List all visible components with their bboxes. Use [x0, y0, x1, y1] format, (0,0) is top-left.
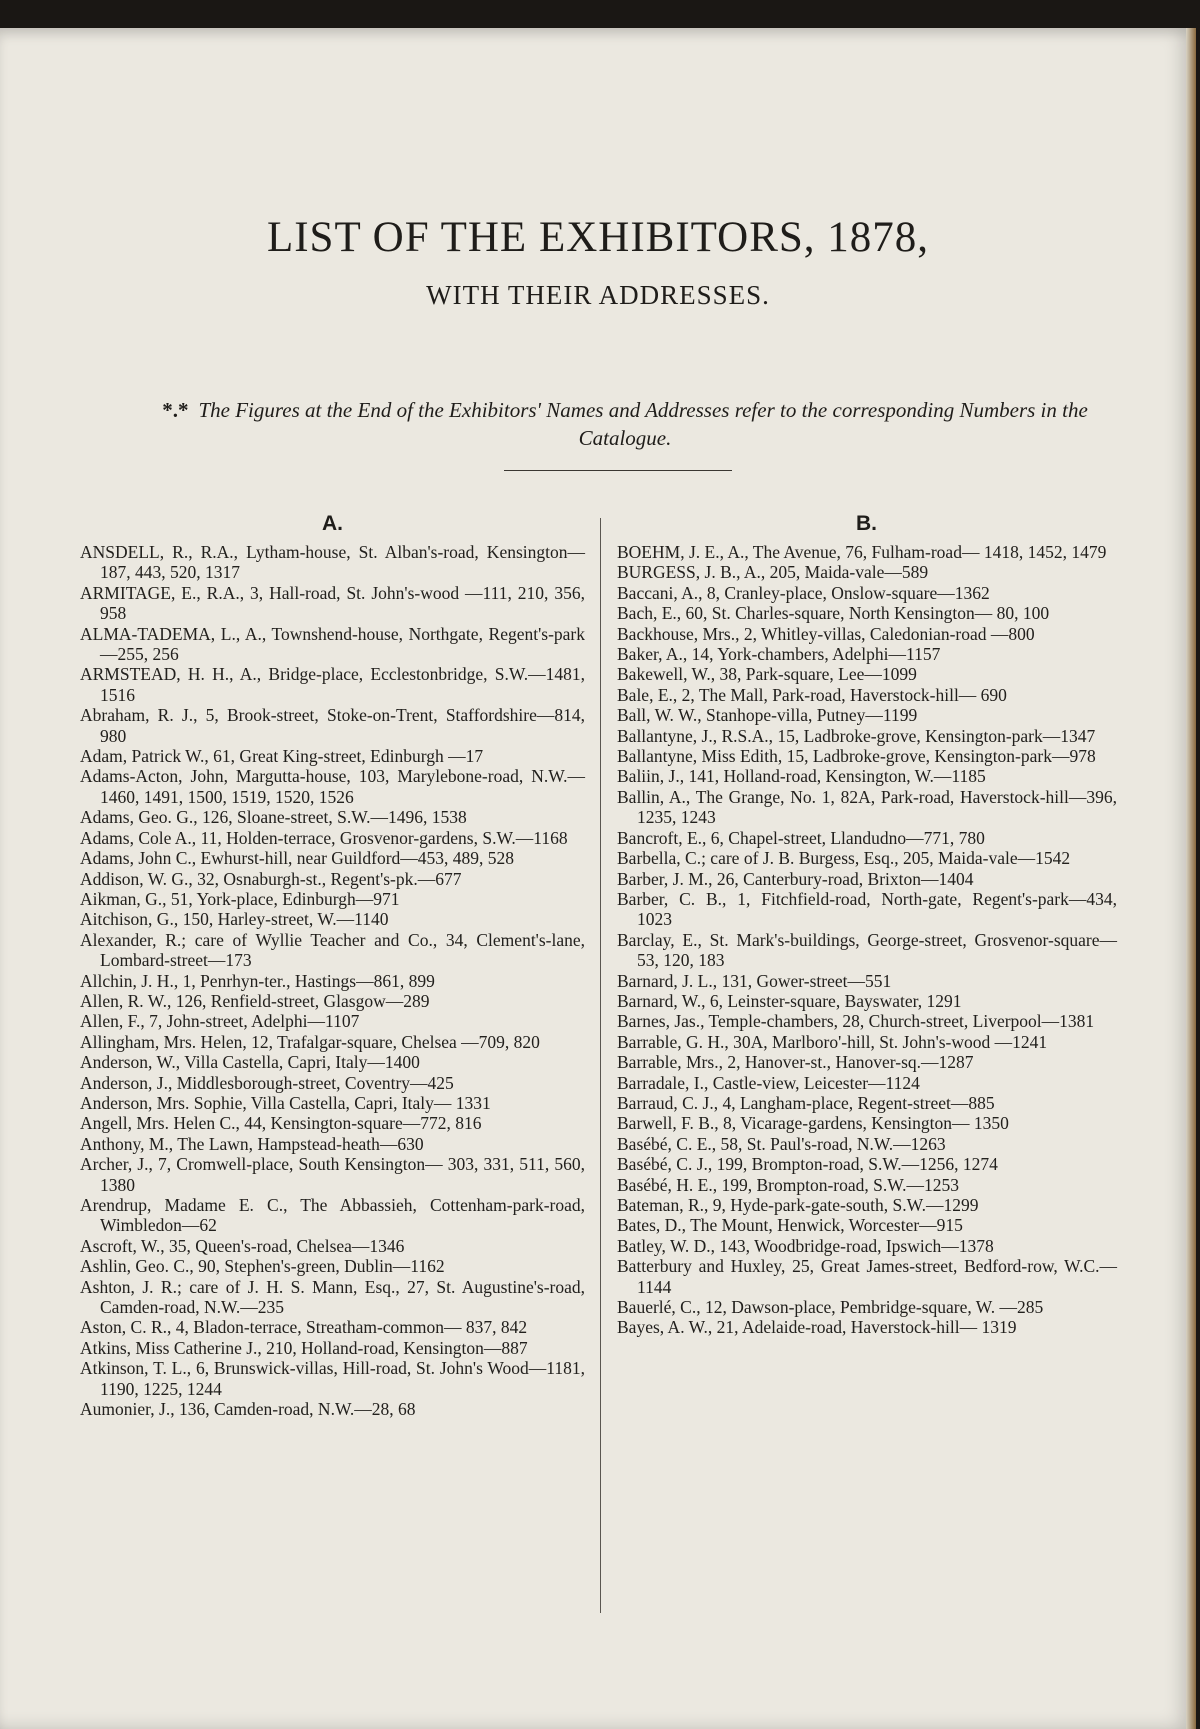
column-b — [617, 542, 1117, 1338]
exhibitor-entry: Aumonier, J., 136, Camden-road, N.W.—28, 68 — [80, 1399, 416, 1420]
exhibitor-entry: Adams, John C., Ewhurst-hill, near Guildford—453, 489, 528 — [80, 848, 515, 869]
column-a — [80, 542, 585, 1419]
exhibitor-entry: Adams, Cole A., 11, Holden-terrace, Grosvenor-gardens, S.W.—1168 — [80, 827, 568, 848]
column-heading-a: A. — [322, 512, 343, 535]
exhibitor-entry: ARMITAGE, E., R.A., 3, Hall-road, St. John's-wood —111, 210, 356, 958 — [80, 582, 585, 624]
exhibitor-entry: Bateman, R., 9, Hyde-park-gate-south, S.W.—1299 — [617, 1195, 979, 1215]
exhibitor-entry: Alexander, R.; care of Wyllie Teacher and Co., 34, Clement's-lane, Lombard-street—173 — [80, 929, 585, 971]
exhibitor-entry: Addison, W. G., 32, Osnaburgh-st., Regent's-pk.—677 — [80, 868, 462, 889]
exhibitor-entry: ANSDELL, R., R.A., Lytham-house, St. Alban's-road, Kensington—187, 443, 520, 1317 — [80, 542, 585, 583]
exhibitor-entry: Allingham, Mrs. Helen, 12, Trafalgar-square, Chelsea —709, 820 — [80, 1031, 540, 1052]
exhibitor-entry: Abraham, R. J., 5, Brook-street, Stoke-on-Trent, Staffordshire—814, 980 — [80, 705, 585, 746]
exhibitor-entry: Bauerlé, C., 12, Dawson-place, Pembridge-square, W. —285 — [617, 1297, 1044, 1318]
exhibitor-entry: Ashton, J. R.; care of J. H. S. Mann, Esq., 27, St. Augustine's-road, Camden-road, N.W.—235 — [80, 1276, 585, 1318]
exhibitor-entry: Ashlin, Geo. C., 90, Stephen's-green, Dublin—1162 — [80, 1256, 445, 1277]
exhibitor-entry: Barbella, C.; care of J. B. Burgess, Esq., 205, Maida-vale—1542 — [617, 848, 1071, 869]
exhibitor-entry: Atkinson, T. L., 6, Brunswick-villas, Hill-road, St. John's Wood—1181, 1190, 1225, 1244 — [80, 1358, 585, 1399]
column-divider — [600, 518, 601, 1613]
exhibitor-entry: Barnes, Jas., Temple-chambers, 28, Church-street, Liverpool—1381 — [617, 1011, 1095, 1032]
exhibitor-entry: Barclay, E., St. Mark's-buildings, George-street, Grosvenor-square—53, 120, 183 — [617, 929, 1117, 971]
exhibitor-entry: Aston, C. R., 4, Bladon-terrace, Streatham-common— 837, 842 — [80, 1317, 528, 1338]
column-heading-b: B. — [856, 512, 877, 535]
exhibitor-entry: Barrable, G. H., 30A, Marlboro'-hill, St. John's-wood —1241 — [617, 1031, 1048, 1052]
exhibitor-entry: Allchin, J. H., 1, Penrhyn-ter., Hastings—861, 899 — [80, 970, 435, 991]
exhibitor-entry: Barraud, C. J., 4, Langham-place, Regent-street—885 — [617, 1092, 995, 1113]
exhibitor-entry: Batterbury and Huxley, 25, Great James-street, Bedford-row, W.C.—1144 — [617, 1256, 1117, 1297]
catalogue-note — [120, 396, 1130, 452]
exhibitor-entry: Atkins, Miss Catherine J., 210, Holland-road, Kensington—887 — [80, 1337, 528, 1358]
exhibitor-entry: Bates, D., The Mount, Henwick, Worcester—915 — [617, 1215, 963, 1236]
exhibitor-entry: Barnard, W., 6, Leinster-square, Bayswater, 1291 — [617, 990, 962, 1011]
exhibitor-entry: Barwell, F. B., 8, Vicarage-gardens, Kensington— 1350 — [617, 1113, 1009, 1134]
exhibitor-entry: Anderson, W., Villa Castella, Capri, Italy—1400 — [80, 1052, 420, 1073]
exhibitor-entry: Baker, A., 14, York-chambers, Adelphi—1157 — [617, 644, 941, 665]
exhibitor-entry: Adam, Patrick W., 61, Great King-street, Edinburgh —17 — [80, 746, 484, 767]
exhibitor-entry: Barrable, Mrs., 2, Hanover-st., Hanover-sq.—1287 — [617, 1052, 974, 1073]
asterism-icon: *.* — [162, 398, 189, 422]
exhibitor-entry: Basébé, C. J., 199, Brompton-road, S.W.—1256, 1274 — [617, 1154, 998, 1175]
note-text: The Figures at the End of the Exhibitors' Names and Addresses refer to the corresponding Numbers in the Catalogue. — [198, 398, 1088, 450]
exhibitor-entry: Arendrup, Madame E. C., The Abbassieh, Cottenham-park-road, Wimbledon—62 — [80, 1195, 585, 1236]
exhibitor-entry: Archer, J., 7, Cromwell-place, South Kensington— 303, 331, 511, 560, 1380 — [80, 1154, 585, 1195]
exhibitor-entry: Anderson, Mrs. Sophie, Villa Castella, Capri, Italy— 1331 — [80, 1092, 491, 1113]
exhibitor-entry: Bayes, A. W., 21, Adelaide-road, Haverstock-hill— 1319 — [617, 1317, 1017, 1338]
exhibitor-entry: Baliin, J., 141, Holland-road, Kensington, W.—1185 — [617, 766, 986, 787]
exhibitor-entry: Barber, C. B., 1, Fitchfield-road, North-gate, Regent's-park—434, 1023 — [617, 888, 1117, 930]
exhibitor-entry: Aitchison, G., 150, Harley-street, W.—1140 — [80, 909, 389, 930]
exhibitor-entry: Allen, F., 7, John-street, Adelphi—1107 — [80, 1011, 360, 1032]
exhibitor-entry: Bale, E., 2, The Mall, Park-road, Haverstock-hill— 690 — [617, 684, 1007, 705]
exhibitor-entry: Basébé, C. E., 58, St. Paul's-road, N.W.—1263 — [617, 1133, 946, 1154]
exhibitor-entry: Basébé, H. E., 199, Brompton-road, S.W.—1253 — [617, 1174, 960, 1195]
exhibitor-entry: ARMSTEAD, H. H., A., Bridge-place, Ecclestonbridge, S.W.—1481, 1516 — [80, 664, 585, 705]
exhibitor-entry: Bancroft, E., 6, Chapel-street, Llandudno—771, 780 — [617, 827, 985, 848]
exhibitor-entry: BURGESS, J. B., A., 205, Maida-vale—589 — [617, 562, 929, 583]
exhibitor-entry: Anderson, J., Middlesborough-street, Coventry—425 — [80, 1072, 454, 1093]
exhibitor-entry: Ascroft, W., 35, Queen's-road, Chelsea—1346 — [80, 1235, 405, 1256]
exhibitor-entry: Barber, J. M., 26, Canterbury-road, Brixton—1404 — [617, 868, 974, 889]
exhibitor-entry: Bakewell, W., 38, Park-square, Lee—1099 — [617, 664, 917, 685]
exhibitor-entry: Anthony, M., The Lawn, Hampstead-heath—630 — [80, 1133, 424, 1154]
exhibitor-entry: ALMA-TADEMA, L., A., Townshend-house, Northgate, Regent's-park—255, 256 — [80, 623, 585, 665]
exhibitor-entry: BOEHM, J. E., A., The Avenue, 76, Fulham-road— 1418, 1452, 1479 — [617, 542, 1107, 562]
exhibitor-entry: Bach, E., 60, St. Charles-square, North Kensington— 80, 100 — [617, 603, 1050, 624]
exhibitor-entry: Adams, Geo. G., 126, Sloane-street, S.W.—1496, 1538 — [80, 807, 467, 828]
exhibitor-entry: Ballantyne, Miss Edith, 15, Ladbroke-grove, Kensington-park—978 — [617, 746, 1096, 767]
exhibitor-entry: Ball, W. W., Stanhope-villa, Putney—1199 — [617, 705, 918, 726]
exhibitor-entry: Adams-Acton, John, Margutta-house, 103, Marylebone-road, N.W.—1460, 1491, 1500, 1519, 1520, 1526 — [80, 766, 585, 807]
exhibitor-entry: Ballantyne, J., R.S.A., 15, Ladbroke-grove, Kensington-park—1347 — [617, 725, 1096, 746]
exhibitor-entry: Ballin, A., The Grange, No. 1, 82A, Park-road, Haverstock-hill—396, 1235, 1243 — [617, 786, 1117, 828]
exhibitor-entry: Angell, Mrs. Helen C., 44, Kensington-square—772, 816 — [80, 1113, 482, 1134]
note-divider — [504, 470, 732, 471]
exhibitor-entry: Aikman, G., 51, York-place, Edinburgh—971 — [80, 888, 400, 909]
exhibitor-entry: Baccani, A., 8, Cranley-place, Onslow-square—1362 — [617, 582, 990, 603]
catalogue-page — [0, 28, 1196, 1729]
exhibitor-entry: Barnard, J. L., 131, Gower-street—551 — [617, 970, 892, 991]
exhibitor-entry: Batley, W. D., 143, Woodbridge-road, Ipswich—1378 — [617, 1235, 994, 1256]
page-subtitle: WITH THEIR ADDRESSES. — [426, 280, 770, 310]
exhibitor-entry: Backhouse, Mrs., 2, Whitley-villas, Caledonian-road —800 — [617, 623, 1035, 644]
exhibitor-entry: Barradale, I., Castle-view, Leicester—1124 — [617, 1072, 920, 1093]
page-title: LIST OF THE EXHIBITORS, 1878, — [266, 214, 930, 261]
exhibitor-entry: Allen, R. W., 126, Renfield-street, Glasgow—289 — [80, 990, 430, 1011]
